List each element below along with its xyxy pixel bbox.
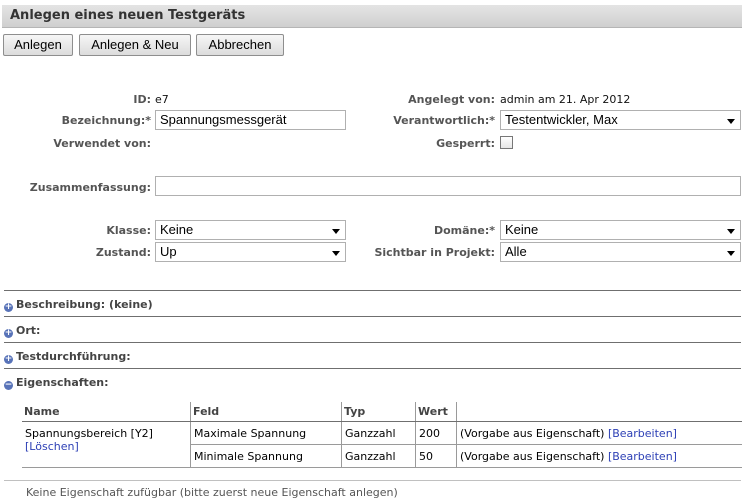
- domain-select[interactable]: [500, 220, 741, 240]
- default-note: (Vorgabe aus Eigenschaft): [460, 449, 605, 463]
- divider: [4, 316, 741, 317]
- value-cell: 200: [416, 422, 457, 445]
- column-header-actions: [457, 402, 743, 422]
- collapse-minus-icon: −: [4, 380, 13, 390]
- section-location-toggle[interactable]: [4, 324, 40, 338]
- chevron-down-icon: [332, 229, 340, 234]
- id-value: e7: [155, 93, 169, 106]
- property-group-name: Spannungsbereich [Y2]: [25, 427, 153, 440]
- locked-label: Gesperrt:: [436, 137, 495, 150]
- used-by-label: Verwendet von:: [53, 137, 151, 150]
- visible-in-project-select-value: Alle: [505, 244, 527, 259]
- chevron-down-icon: [727, 251, 735, 256]
- delete-property-link[interactable]: [Löschen]: [25, 440, 79, 453]
- no-property-note: Keine Eigenschaft zufügbar (bitte zuerst neue Eigenschaft anlegen): [26, 486, 398, 499]
- class-select-value: Keine: [160, 222, 194, 237]
- column-header-value: Wert: [416, 402, 457, 422]
- chevron-down-icon: [332, 251, 340, 256]
- properties-footer: [4, 480, 741, 501]
- class-select[interactable]: [155, 220, 346, 240]
- edit-property-link[interactable]: [Bearbeiten]: [607, 449, 677, 463]
- default-note: (Vorgabe aus Eigenschaft): [460, 426, 605, 440]
- dialog-title-bar: [2, 5, 742, 28]
- type-cell: Ganzzahl: [342, 422, 416, 445]
- summary-input[interactable]: [155, 176, 741, 196]
- divider: [4, 368, 741, 369]
- column-header-type: Typ: [342, 402, 416, 422]
- cancel-button[interactable]: Abbrechen: [196, 34, 284, 56]
- name-input[interactable]: Spannungsmessgerät: [155, 110, 346, 130]
- name-label: Bezeichnung:*: [61, 114, 151, 127]
- properties-table: [22, 402, 742, 468]
- owner-select-value: Testentwickler, Max: [505, 112, 618, 127]
- actions-cell: [457, 445, 743, 468]
- table-row: [22, 422, 742, 445]
- page-title: Anlegen eines neuen Testgeräts: [10, 8, 246, 23]
- table-header-row: [22, 402, 742, 422]
- visible-in-project-label: Sichtbar in Projekt:: [374, 246, 495, 259]
- state-select[interactable]: [155, 242, 346, 262]
- section-properties-label: Eigenschaften:: [16, 376, 109, 389]
- section-description-toggle[interactable]: [4, 298, 153, 312]
- chevron-down-icon: [727, 119, 735, 124]
- field-cell: Maximale Spannung: [191, 422, 342, 445]
- type-cell: Ganzzahl: [342, 445, 416, 468]
- section-properties-toggle[interactable]: [4, 376, 109, 390]
- create-button[interactable]: Anlegen: [3, 34, 73, 56]
- section-execution-toggle[interactable]: [4, 350, 131, 364]
- owner-select[interactable]: [500, 110, 741, 130]
- column-header-name: Name: [22, 402, 191, 422]
- edit-property-link[interactable]: [Bearbeiten]: [607, 426, 677, 440]
- id-label: ID:: [133, 93, 151, 106]
- field-cell: Minimale Spannung: [191, 445, 342, 468]
- expand-plus-icon: +: [4, 328, 13, 338]
- created-by-value: admin am 21. Apr 2012: [500, 93, 631, 106]
- property-group-cell: [22, 422, 191, 468]
- section-execution-label: Testdurchführung:: [16, 350, 131, 363]
- owner-label: Verantwortlich:*: [393, 114, 495, 127]
- column-header-field: Feld: [191, 402, 342, 422]
- section-location-label: Ort:: [16, 324, 41, 337]
- class-label: Klasse:: [106, 224, 151, 237]
- divider: [4, 290, 741, 291]
- expand-plus-icon: +: [4, 302, 13, 312]
- created-by-label: Angelegt von:: [408, 93, 495, 106]
- state-label: Zustand:: [95, 246, 151, 259]
- divider: [4, 342, 741, 343]
- domain-label: Domäne:*: [433, 224, 495, 237]
- chevron-down-icon: [727, 229, 735, 234]
- locked-checkbox[interactable]: [500, 136, 513, 149]
- visible-in-project-select[interactable]: [500, 242, 741, 262]
- domain-select-value: Keine: [505, 222, 539, 237]
- section-description-label: Beschreibung: (keine): [16, 298, 153, 311]
- create-and-new-button[interactable]: Anlegen & Neu: [79, 34, 191, 56]
- summary-label: Zusammenfassung:: [29, 181, 151, 194]
- state-select-value: Up: [160, 244, 177, 259]
- expand-plus-icon: +: [4, 354, 13, 364]
- actions-cell: [457, 422, 743, 445]
- value-cell: 50: [416, 445, 457, 468]
